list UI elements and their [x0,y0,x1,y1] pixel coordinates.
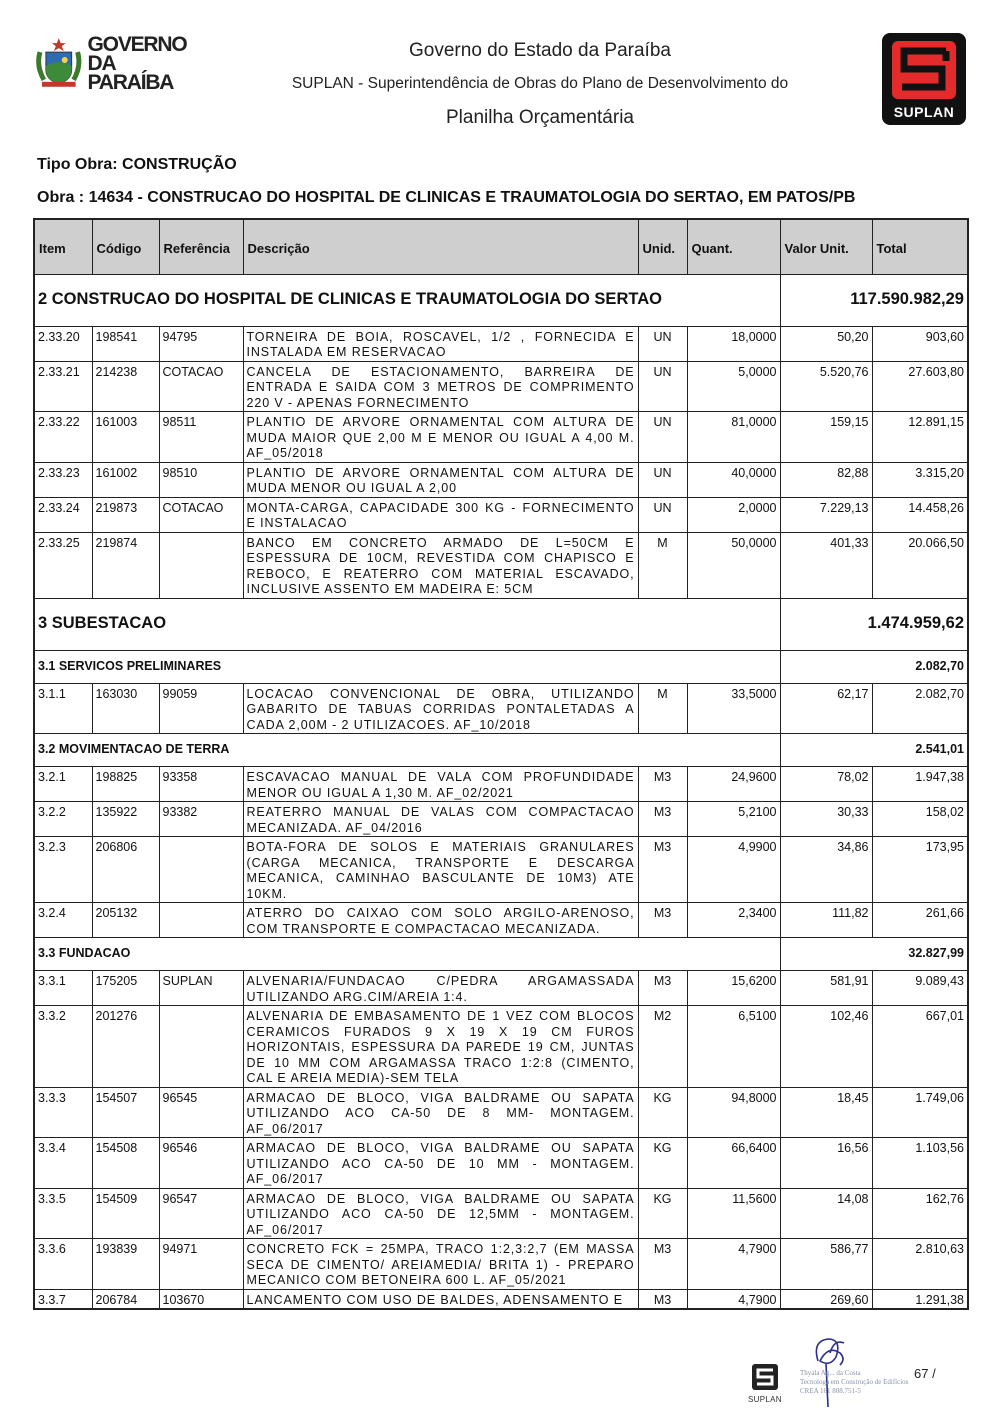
section-title: 3.2 MOVIMENTACAO DE TERRA [34,734,780,767]
table-row [34,802,968,837]
cell-descricao: PLANTIO DE ARVORE ORNAMENTAL COM ALTURA DE MUDA MENOR OU IGUAL A 2,00 [243,462,638,497]
cell-descricao: CONCRETO FCK = 25MPA, TRACO 1:2,3:2,7 (EM MASSA SECA DE CIMENTO/ AREIAMEDIA/ BRITA 1) - PREPARO MECANICO COM BETONEIRA 600 L. AF_05/2021 [243,1239,638,1290]
cell-descricao: TORNEIRA DE BOIA, ROSCAVEL, 1/2 , FORNECIDA E INSTALADA EM RESERVACAO [243,326,638,361]
suplan-logo-text: SUPLAN [893,104,955,120]
section-row-3 [34,598,968,650]
cell-codigo: 198541 [92,326,159,361]
cell-unid: UN [638,361,687,412]
cell-quant: 5,2100 [687,802,780,837]
table-row [34,837,968,903]
cell-codigo: 161003 [92,412,159,463]
table-row [34,1289,968,1309]
cell-unid: KG [638,1087,687,1138]
cell-total: 903,60 [872,326,968,361]
page-number: 67 / [914,1366,936,1381]
table-row [34,1087,968,1138]
col-header-quant: Quant. [687,219,780,274]
section-total: 117.590.982,29 [780,274,968,326]
cell-unid: KG [638,1188,687,1239]
cell-total: 2.810,63 [872,1239,968,1290]
cell-unid: M3 [638,1289,687,1309]
cell-descricao: PLANTIO DE ARVORE ORNAMENTAL COM ALTURA DE MUDA MAIOR QUE 2,00 M E MENOR OU IGUAL A 4,00 M. AF_05/2018 [243,412,638,463]
section-title: 3.3 FUNDACAO [34,938,780,971]
cell-unid: M [638,532,687,598]
cell-quant: 2,3400 [687,903,780,938]
cell-valor-unit: 7.229,13 [780,497,872,532]
cell-valor-unit: 62,17 [780,683,872,734]
cell-quant: 5,0000 [687,361,780,412]
cell-referencia: 94971 [159,1239,243,1290]
cell-item: 2.33.23 [34,462,92,497]
cell-descricao: ATERRO DO CAIXAO COM SOLO ARGILO-ARENOSO, COM TRANSPORTE E COMPACTACAO MECANIZADA. [243,903,638,938]
cell-item: 2.33.25 [34,532,92,598]
cell-unid: M3 [638,767,687,802]
cell-valor-unit: 5.520,76 [780,361,872,412]
cell-quant: 4,7900 [687,1239,780,1290]
cell-item: 3.3.2 [34,1006,92,1088]
cell-unid: M3 [638,837,687,903]
cell-total: 1.947,38 [872,767,968,802]
cell-descricao: ESCAVACAO MANUAL DE VALA COM PROFUNDIDADE MENOR OU IGUAL A 1,30 M. AF_02/2021 [243,767,638,802]
obra-title: Obra : 14634 - CONSTRUCAO DO HOSPITAL DE CLINICAS E TRAUMATOLOGIA DO SERTAO, EM PATOS/PB [37,189,856,206]
section-total: 32.827,99 [780,938,968,971]
cell-quant: 11,5600 [687,1188,780,1239]
table-row [34,497,968,532]
cell-quant: 40,0000 [687,462,780,497]
cell-unid: M3 [638,1239,687,1290]
header-subtitle: SUPLAN - Superintendência de Obras do Plano de Desenvolvimento do [291,75,789,92]
cell-item: 3.2.2 [34,802,92,837]
cell-item: 3.2.3 [34,837,92,903]
section-title: 2 CONSTRUCAO DO HOSPITAL DE CLINICAS E TRAUMATOLOGIA DO SERTAO [34,274,780,326]
cell-referencia: COTACAO [159,497,243,532]
cell-quant: 66,6400 [687,1138,780,1189]
cell-total: 9.089,43 [872,971,968,1006]
cell-referencia [159,1006,243,1088]
cell-quant: 94,8000 [687,1087,780,1138]
cell-total: 261,66 [872,903,968,938]
cell-unid: KG [638,1138,687,1189]
cell-codigo: 154509 [92,1188,159,1239]
cell-quant: 18,0000 [687,326,780,361]
table-row [34,1239,968,1290]
suplan-s-icon [888,39,960,103]
cell-quant: 33,5000 [687,683,780,734]
cell-codigo: 206806 [92,837,159,903]
col-header-unid: Unid. [638,219,687,274]
cell-valor-unit: 50,20 [780,326,872,361]
cell-valor-unit: 16,56 [780,1138,872,1189]
cell-descricao: ARMACAO DE BLOCO, VIGA BALDRAME OU SAPATA UTILIZANDO ACO CA-50 DE 10 MM - MONTAGEM. AF_06/2017 [243,1138,638,1189]
cell-codigo: 201276 [92,1006,159,1088]
subsection-row-3-1 [34,650,968,683]
section-title: 3 SUBESTACAO [34,598,780,650]
cell-item: 3.3.7 [34,1289,92,1309]
cell-total: 173,95 [872,837,968,903]
cell-descricao: ARMACAO DE BLOCO, VIGA BALDRAME OU SAPATA UTILIZANDO ACO CA-50 DE 8 MM- MONTAGEM. AF_06/2017 [243,1087,638,1138]
table-row [34,971,968,1006]
cell-total: 12.891,15 [872,412,968,463]
cell-referencia: COTACAO [159,361,243,412]
cell-unid: M [638,683,687,734]
cell-referencia [159,532,243,598]
col-header-item: Item [34,219,92,274]
cell-codigo: 154508 [92,1138,159,1189]
cell-valor-unit: 30,33 [780,802,872,837]
cell-item: 3.2.4 [34,903,92,938]
table-row [34,462,968,497]
budget-table [33,218,969,1310]
cell-total: 158,02 [872,802,968,837]
gov-logo-line1: GOVERNO [87,32,187,56]
col-header-referencia: Referência [159,219,243,274]
cell-valor-unit: 269,60 [780,1289,872,1309]
stamp-name: Thyala Ag... da Costa [800,1369,861,1377]
table-header-row [34,219,968,274]
cell-total: 20.066,50 [872,532,968,598]
col-header-descricao: Descrição [243,219,638,274]
cell-unid: M3 [638,802,687,837]
cell-total: 2.082,70 [872,683,968,734]
table-row [34,683,968,734]
cell-total: 14.458,26 [872,497,968,532]
governo-paraiba-wordmark [87,32,204,94]
cell-codigo: 163030 [92,683,159,734]
cell-codigo: 206784 [92,1289,159,1309]
cell-codigo: 175205 [92,971,159,1006]
cell-referencia: 98510 [159,462,243,497]
table-row [34,903,968,938]
section-row-2 [34,274,968,326]
section-total: 2.541,01 [780,734,968,767]
cell-item: 3.1.1 [34,683,92,734]
cell-total: 162,76 [872,1188,968,1239]
table-row [34,361,968,412]
section-title: 3.1 SERVICOS PRELIMINARES [34,650,780,683]
cell-item: 3.2.1 [34,767,92,802]
cell-item: 2.33.21 [34,361,92,412]
cell-codigo: 198825 [92,767,159,802]
suplan-logo [882,33,966,125]
cell-referencia: SUPLAN [159,971,243,1006]
cell-valor-unit: 34,86 [780,837,872,903]
cell-unid: M3 [638,903,687,938]
table-row [34,1138,968,1189]
cell-descricao: ARMACAO DE BLOCO, VIGA BALDRAME OU SAPATA UTILIZANDO ACO CA-50 DE 12,5MM - MONTAGEM. AF_06/2017 [243,1188,638,1239]
cell-valor-unit: 18,45 [780,1087,872,1138]
table-row [34,767,968,802]
cell-valor-unit: 586,77 [780,1239,872,1290]
stamp-role: Tecnologa em Construção de Edifícios [800,1378,909,1386]
cell-quant: 15,6200 [687,971,780,1006]
table-row [34,412,968,463]
cell-referencia [159,903,243,938]
cell-descricao: BANCO EM CONCRETO ARMADO DE L=50CM E ESPESSURA DE 10CM, REVESTIDA COM CHAPISCO E REBOCO, E REATERRO COM MATERIAL ESCAVADO, INCLUSIVE ASSENTO EM MADEIRA E: 5CM [243,532,638,598]
cell-descricao: BOTA-FORA DE SOLOS E MATERIAIS GRANULARES (CARGA MECANICA, TRANSPORTE E DESCARGA MECANICA, CAMINHAO BASCULANTE DE 10M3) ATE 10KM. [243,837,638,903]
cell-quant: 2,0000 [687,497,780,532]
state-crest-icon [34,36,84,90]
cell-valor-unit: 159,15 [780,412,872,463]
cell-quant: 6,5100 [687,1006,780,1088]
col-header-valor-unit: Valor Unit. [780,219,872,274]
col-header-total: Total [872,219,968,274]
cell-item: 3.3.5 [34,1188,92,1239]
cell-unid: UN [638,326,687,361]
cell-referencia [159,837,243,903]
stamp-suplan-text: SUPLAN [748,1395,782,1404]
stamp-registration: CREA 161 808.751-5 [800,1387,861,1395]
cell-valor-unit: 401,33 [780,532,872,598]
cell-total: 1.749,06 [872,1087,968,1138]
cell-referencia: 103670 [159,1289,243,1309]
suplan-stamp-icon [751,1363,779,1391]
cell-valor-unit: 111,82 [780,903,872,938]
section-total: 2.082,70 [780,650,968,683]
table-body [34,274,968,1309]
cell-item: 2.33.24 [34,497,92,532]
cell-referencia: 96546 [159,1138,243,1189]
cell-total: 667,01 [872,1006,968,1088]
cell-unid: UN [638,412,687,463]
table-row [34,1188,968,1239]
cell-descricao: CANCELA DE ESTACIONAMENTO, BARREIRA DE ENTRADA E SAIDA COM 3 METROS DE COMPRIMENTO 220 V - APENAS FORNECIMENTO [243,361,638,412]
cell-quant: 4,9900 [687,837,780,903]
cell-quant: 50,0000 [687,532,780,598]
cell-codigo: 154507 [92,1087,159,1138]
subsection-row-3-2 [34,734,968,767]
cell-referencia: 94795 [159,326,243,361]
cell-quant: 4,7900 [687,1289,780,1309]
cell-item: 3.3.4 [34,1138,92,1189]
table-row [34,326,968,361]
cell-codigo: 193839 [92,1239,159,1290]
table-row [34,1006,968,1088]
cell-unid: UN [638,462,687,497]
cell-valor-unit: 78,02 [780,767,872,802]
cell-referencia: 98511 [159,412,243,463]
cell-quant: 81,0000 [687,412,780,463]
col-header-codigo: Código [92,219,159,274]
cell-referencia: 93358 [159,767,243,802]
cell-valor-unit: 581,91 [780,971,872,1006]
cell-item: 3.3.6 [34,1239,92,1290]
cell-descricao: REATERRO MANUAL DE VALAS COM COMPACTACAO MECANIZADA. AF_04/2016 [243,802,638,837]
cell-unid: M3 [638,971,687,1006]
table-row [34,532,968,598]
cell-referencia: 96545 [159,1087,243,1138]
cell-item: 2.33.20 [34,326,92,361]
cell-referencia: 96547 [159,1188,243,1239]
cell-valor-unit: 102,46 [780,1006,872,1088]
cell-codigo: 205132 [92,903,159,938]
cell-item: 3.3.3 [34,1087,92,1138]
cell-codigo: 219874 [92,532,159,598]
cell-total: 27.603,80 [872,361,968,412]
gov-logo-line2: DA PARAÍBA [87,51,174,94]
cell-total: 3.315,20 [872,462,968,497]
cell-unid: M2 [638,1006,687,1088]
signature-stamp [800,1369,908,1396]
section-total: 1.474.959,62 [780,598,968,650]
cell-codigo: 219873 [92,497,159,532]
cell-referencia: 99059 [159,683,243,734]
cell-item: 2.33.22 [34,412,92,463]
tipo-obra: Tipo Obra: CONSTRUÇÃO [37,156,237,173]
cell-codigo: 161002 [92,462,159,497]
cell-descricao: LOCACAO CONVENCIONAL DE OBRA, UTILIZANDO GABARITO DE TABUAS CORRIDAS PONTALETADAS A CADA 2,00M - 2 UTILIZACOES. AF_10/2018 [243,683,638,734]
cell-unid: UN [638,497,687,532]
cell-descricao: ALVENARIA/FUNDACAO C/PEDRA ARGAMASSADA UTILIZANDO ARG.CIM/AREIA 1:4. [243,971,638,1006]
governo-paraiba-logo [34,32,204,94]
header-title: Governo do Estado da Paraíba [409,40,671,61]
cell-referencia: 93382 [159,802,243,837]
subsection-row-3-3 [34,938,968,971]
cell-valor-unit: 82,88 [780,462,872,497]
cell-descricao: MONTA-CARGA, CAPACIDADE 300 KG - FORNECIMENTO E INSTALACAO [243,497,638,532]
cell-total: 1.103,56 [872,1138,968,1189]
cell-descricao: ALVENARIA DE EMBASAMENTO DE 1 VEZ COM BLOCOS CERAMICOS FURADOS 9 X 19 X 19 CM FUROS HORIZONTAIS, ESPESSURA DA PAREDE 19 CM, JUNTAS DE 10 MM COM ARGAMASSA TRACO 1:2:8 (CIMENTO, CAL E AREIA MEDIA)-SEM TELA [243,1006,638,1088]
cell-valor-unit: 14,08 [780,1188,872,1239]
page-footer [748,1333,968,1413]
cell-descricao: LANCAMENTO COM USO DE BALDES, ADENSAMENTO E [243,1289,638,1309]
cell-codigo: 214238 [92,361,159,412]
cell-quant: 24,9600 [687,767,780,802]
document-title: Planilha Orçamentária [446,107,634,128]
cell-codigo: 135922 [92,802,159,837]
cell-total: 1.291,38 [872,1289,968,1309]
cell-item: 3.3.1 [34,971,92,1006]
